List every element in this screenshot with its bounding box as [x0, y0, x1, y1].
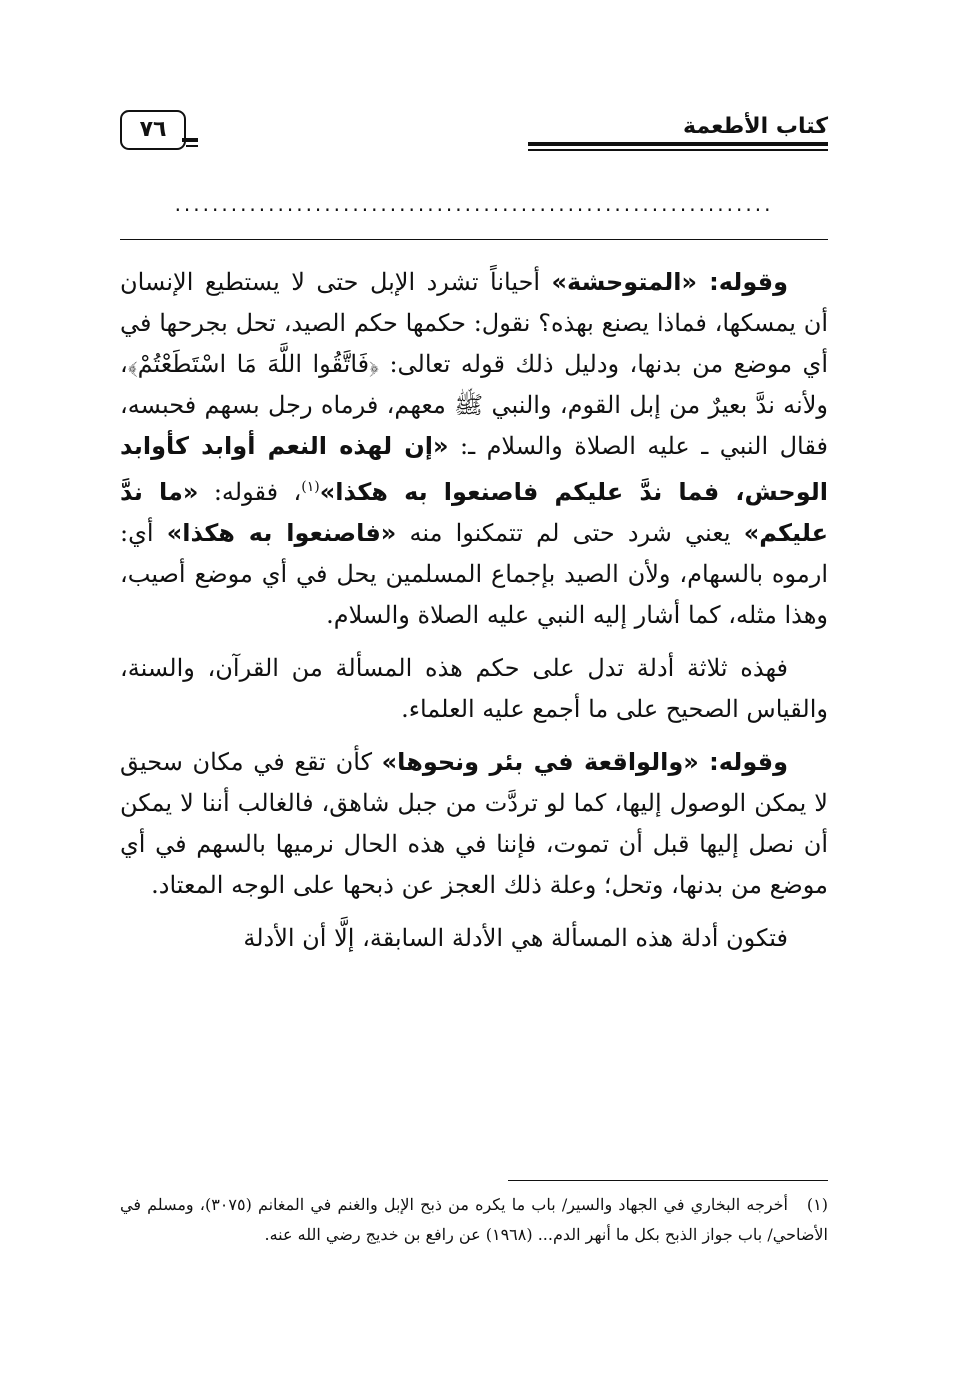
text-span: أحياناً تشرد الإبل حتى لا يستطيع الإنسان أن يمسكها، فماذا يصنع بهذه؟ نقول: حكمها حكم الصيد، تحل بجرحها في أي موضع من بدنها، ودليل ذلك قوله تعالى: ﴿فَاتَّقُوا اللَّهَ مَا اسْتَطَعْتُمْ﴾، ولأنه ندَّ بعيرٌ من إبل القوم، والنبي ﷺ معهم، فرماه رجل بسهم فحبسه، فقال النبي ـ عليه الصلاة والسلام ـ:: [120, 268, 828, 460]
footnote: [120, 1190, 828, 1250]
footnote-rule: [508, 1180, 828, 1181]
footnote-text: أخرجه البخاري في الجهاد والسير/ باب ما يكره من ذبح الإبل والغنم في المغانم (٣٠٧٥)، ومسلم في الأضاحي/ باب جواز الذبح بكل ما أنهر الدم... (١٩٦٨) عن رافع بن خديج رضي الله عنه.: [120, 1195, 828, 1244]
text-span: كأن تقع في مكان سحيق لا يمكن الوصول إليها، كما لو تردَّت من جبل شاهق، فالغالب أننا لا يمكن أن نصل إليها قبل أن تموت، فإننا في هذه الحال نرميها بالسهم في أي موضع من بدنها، وتحل؛ وعلة ذلك العجز عن ذبحها على الوجه المعتاد.: [120, 748, 828, 899]
header-rule-thick: [528, 142, 828, 146]
page-number: ٧٦: [120, 110, 186, 150]
quote-bold: «فاصنعوا به هكذا»: [166, 519, 397, 547]
top-rule: [120, 239, 828, 240]
header-rule-left-thin: [186, 145, 198, 147]
text-span: يعني شرد حتى لم تتمكنوا منه: [396, 519, 744, 547]
hadith-quote: «إن لهذه النعم أوابد كأوابد الوحش، فما ندَّ عليكم فاصنعوا به هكذا»: [120, 432, 829, 506]
header-rule-thin: [528, 149, 828, 151]
header-rule-left: [182, 138, 198, 142]
text-span: ، فقوله:: [198, 478, 302, 506]
footnote-ref: (١): [301, 479, 320, 495]
quote-bold: «ما ندَّ عليكم»: [120, 478, 829, 547]
book-title: كتاب الأطعمة: [683, 114, 828, 139]
quote-bold: وقوله: «والواقعة في بئر ونحوها»: [381, 748, 788, 776]
text-span: أي: ارموه بالسهام، ولأن الصيد بإجماع المسلمين يحل في أي موضع أصيب، وهذا مثله، كما أشار إليه النبي عليه الصلاة والسلام.: [120, 519, 828, 629]
paragraph-4: فتكون أدلة هذه المسألة هي الأدلة السابقة، إلَّا أن الأدلة: [243, 924, 788, 952]
paragraph-3: [120, 742, 828, 906]
paragraph-2: فهذه ثلاثة أدلة تدل على حكم هذه المسألة من القرآن، والسنة، والقياس الصحيح على ما أجمع عليه العلماء.: [120, 654, 828, 723]
main-text: [120, 262, 828, 971]
dotted-separator: ................................................................: [174, 192, 774, 216]
page-header: [120, 108, 828, 154]
quote-bold: وقوله: «المتوحشة»: [551, 268, 788, 296]
footnote-number: (١): [806, 1195, 828, 1214]
paragraph-1: [120, 262, 828, 636]
